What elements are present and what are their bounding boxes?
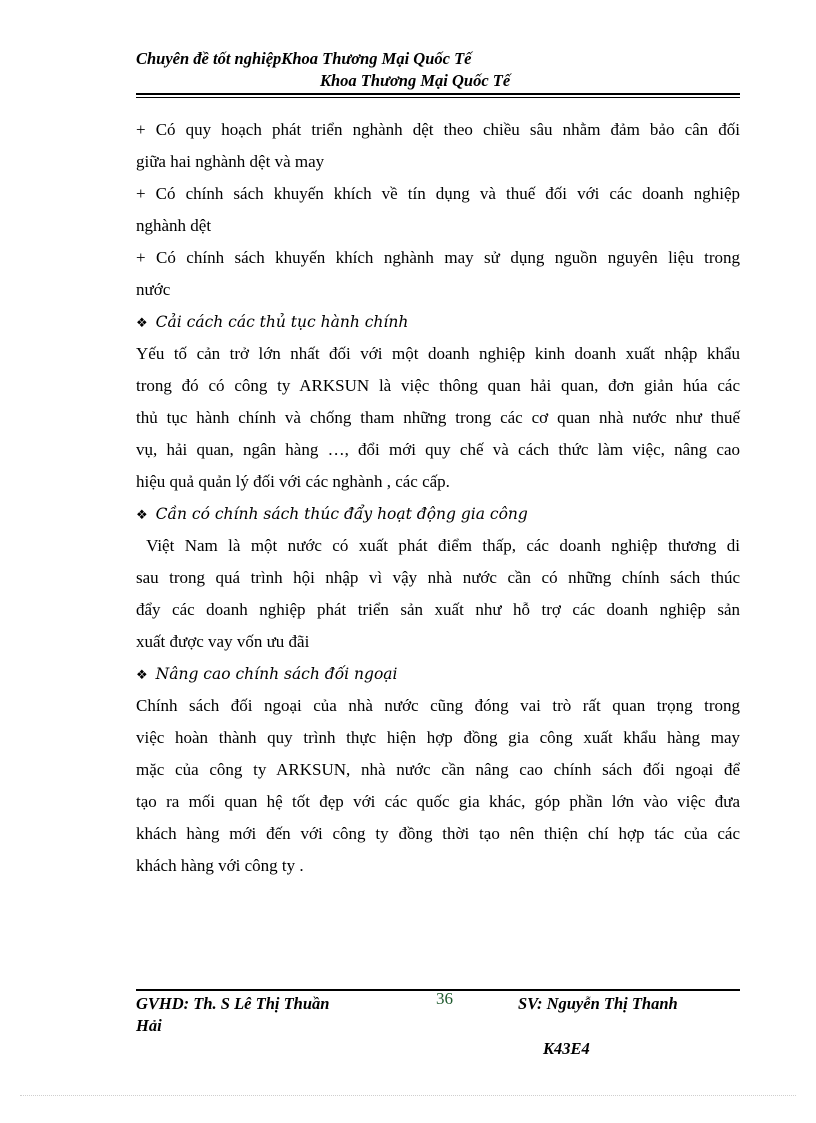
diamond-bullet-icon: ❖ <box>136 316 148 331</box>
paragraph-5-line: đẩy các doanh nghiệp phát triển sản xuất như hỗ trợ các doanh nghiệp sản <box>136 600 740 619</box>
footer-advisor <box>136 993 386 1037</box>
header-rule-thin <box>136 97 740 98</box>
footer-class-code: K43E4 <box>543 1039 590 1058</box>
paragraph-4-line: trong đó có công ty ARKSUN là việc thông quan hải quan, đơn giản húa các <box>136 376 740 395</box>
paragraph-2-line: nghành dệt <box>136 216 212 235</box>
advisor-line-2: Hải <box>136 1016 162 1035</box>
section-heading-3 <box>136 658 740 690</box>
paragraph-4-line: Yếu tố cản trở lớn nhất đối với một doanh nghiệp kinh doanh xuất nhập khẩu <box>136 344 740 363</box>
paragraph-4-line: vụ, hải quan, ngân hàng …, đổi mới quy chế và cách thức làm việc, nâng cao <box>136 440 740 459</box>
header-title-line-1: Chuyên đề tốt nghiệpKhoa Thương Mại Quốc Tế <box>136 49 472 68</box>
section-heading-text: Cải cách các thủ tục hành chính <box>155 313 409 331</box>
section-heading-text: Cần có chính sách thúc đẩy hoạt động gia công <box>155 505 528 523</box>
diamond-bullet-icon: ❖ <box>136 508 148 523</box>
paragraph-6-line: khách hàng mới đến với công ty đồng thời tạo nên thiện chí hợp tác của các <box>136 824 740 843</box>
paragraph-6-line: mặc của công ty ARKSUN, nhà nước cần nâng cao chính sách đối ngoại để <box>136 760 740 779</box>
section-heading-2 <box>136 498 740 530</box>
paragraph-6-line: việc hoàn thành quy trình thực hiện hợp đồng gia công xuất khẩu hàng may <box>136 728 740 747</box>
page-header <box>136 48 740 92</box>
paragraph-5-line: Việt Nam là một nước có xuất phát điểm thấp, các doanh nghiệp thương di <box>136 536 740 555</box>
page-boundary <box>20 1095 796 1096</box>
paragraph-6-line: khách hàng với công ty . <box>136 856 304 875</box>
paragraph-4-line: hiệu quả quản lý đối với các nghành , các cấp. <box>136 472 450 491</box>
paragraph-1-line: + Có quy hoạch phát triển nghành dệt theo chiều sâu nhằm đảm bảo cân đối <box>136 120 740 139</box>
section-heading-1 <box>136 306 740 338</box>
header-rule-thick <box>136 93 740 95</box>
advisor-line-1: GVHD: Th. S Lê Thị Thuần <box>136 994 330 1013</box>
paragraph-3-line: + Có chính sách khuyến khích nghành may sử dụng nguồn nguyên liệu trong <box>136 248 740 267</box>
page-number: 36 <box>436 989 453 1008</box>
paragraph-1-line: giữa hai nghành dệt và may <box>136 152 325 171</box>
paragraph-4-line: thủ tục hành chính và chống tham những trong các cơ quan nhà nước như thuế <box>136 408 740 427</box>
footer-student: SV: Nguyễn Thị Thanh <box>518 994 678 1013</box>
paragraph-6-line: tạo ra mối quan hệ tốt đẹp với các quốc gia khác, góp phần lớn vào việc đưa <box>136 792 740 811</box>
header-title-line-2: Khoa Thương Mại Quốc Tế <box>320 71 511 90</box>
section-heading-text: Nâng cao chính sách đối ngoại <box>155 665 398 683</box>
paragraph-2-line: + Có chính sách khuyến khích về tín dụng và thuế đối với các doanh nghiệp <box>136 184 740 203</box>
paragraph-3-line: nước <box>136 280 171 299</box>
paragraph-5-line: sau trong quá trình hội nhập vì vậy nhà nước cần có những chính sách thúc <box>136 568 740 587</box>
diamond-bullet-icon: ❖ <box>136 668 148 683</box>
paragraph-5-line: xuất được vay vốn ưu đãi <box>136 632 310 651</box>
document-body <box>136 114 740 882</box>
paragraph-6-line: Chính sách đối ngoại của nhà nước cũng đóng vai trò rất quan trọng trong <box>136 696 740 715</box>
